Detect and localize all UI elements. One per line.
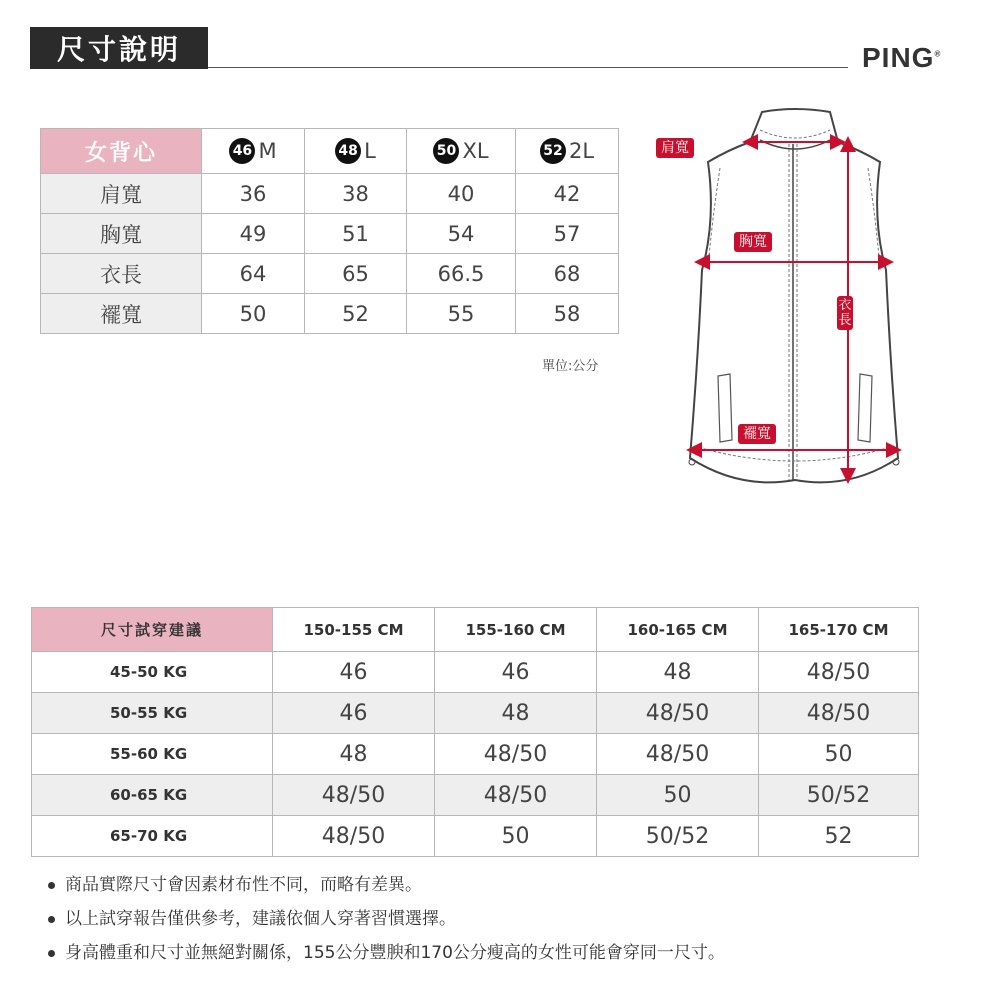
- fit-row: [32, 693, 919, 734]
- spec-cell: 38: [305, 174, 407, 214]
- bullet-icon: [48, 950, 55, 957]
- weight-label: 45-50 KG: [32, 652, 273, 693]
- fit-cell: 46: [435, 652, 597, 693]
- spec-cell: 50: [202, 294, 305, 334]
- fit-row: [32, 816, 919, 857]
- spec-cell: 55: [407, 294, 516, 334]
- height-header: 150-155 CM: [273, 608, 435, 652]
- spec-row-chest: [41, 214, 619, 254]
- spec-row-shoulder: [41, 174, 619, 214]
- spec-cell: 64: [202, 254, 305, 294]
- fit-cell: 48/50: [759, 693, 919, 734]
- height-header: 160-165 CM: [597, 608, 759, 652]
- vest-illustration: [650, 100, 950, 500]
- fit-cell: 50: [597, 775, 759, 816]
- spec-cell: 57: [516, 214, 619, 254]
- fit-cell: 48/50: [759, 652, 919, 693]
- fit-cell: 50: [435, 816, 597, 857]
- size-header-xl: 50 XL: [407, 129, 516, 174]
- spec-cell: 65: [305, 254, 407, 294]
- size-spec-table: [40, 128, 619, 334]
- fit-cell: 48/50: [435, 734, 597, 775]
- fit-header-row: [32, 608, 919, 652]
- unit-note: 單位:公分: [542, 359, 599, 374]
- fit-cell: 48: [597, 652, 759, 693]
- note-item: 商品實際尺寸會因素材布性不同，而略有差異。: [48, 868, 725, 902]
- height-header: 165-170 CM: [759, 608, 919, 652]
- header-divider: [208, 67, 848, 68]
- shoulder-width-tag: 肩寬: [656, 138, 694, 158]
- spec-row-hem: [41, 294, 619, 334]
- spec-cell: 52: [305, 294, 407, 334]
- fit-cell: 52: [759, 816, 919, 857]
- bullet-icon: [48, 882, 55, 889]
- weight-label: 65-70 KG: [32, 816, 273, 857]
- weight-label: 55-60 KG: [32, 734, 273, 775]
- fit-cell: 46: [273, 652, 435, 693]
- spec-cell: 54: [407, 214, 516, 254]
- brand-logo: PING®: [862, 42, 942, 73]
- vest-diagram: [650, 100, 950, 500]
- spec-header-row: [41, 129, 619, 174]
- note-item: 身高體重和尺寸並無絕對關係，155公分豐腴和170公分瘦高的女性可能會穿同一尺寸。: [48, 936, 725, 970]
- size-header-2l: 52 2L: [516, 129, 619, 174]
- fit-cell: 48: [273, 734, 435, 775]
- fit-cell: 48/50: [597, 734, 759, 775]
- spec-cell: 68: [516, 254, 619, 294]
- size-header-l: 48 L: [305, 129, 407, 174]
- row-label: 襬寬: [41, 294, 202, 334]
- fit-cell: 48/50: [273, 816, 435, 857]
- row-label: 胸寬: [41, 214, 202, 254]
- weight-label: 60-65 KG: [32, 775, 273, 816]
- spec-cell: 49: [202, 214, 305, 254]
- hem-width-tag: 襬寬: [738, 424, 776, 444]
- bullet-icon: [48, 916, 55, 923]
- fit-cell: 48/50: [273, 775, 435, 816]
- size-header-m: 46 M: [202, 129, 305, 174]
- fit-row: [32, 775, 919, 816]
- weight-label: 50-55 KG: [32, 693, 273, 734]
- fit-cell: 48: [435, 693, 597, 734]
- fit-table-title: 尺寸試穿建議: [32, 608, 273, 652]
- fit-cell: 46: [273, 693, 435, 734]
- spec-cell: 42: [516, 174, 619, 214]
- row-label: 衣長: [41, 254, 202, 294]
- chest-width-tag: 胸寬: [734, 232, 772, 252]
- note-item: 以上試穿報告僅供參考，建議依個人穿著習慣選擇。: [48, 902, 725, 936]
- page-title: 尺寸說明: [30, 27, 208, 69]
- body-length-tag: 衣長: [838, 298, 852, 328]
- spec-cell: 58: [516, 294, 619, 334]
- fit-row: [32, 734, 919, 775]
- fit-cell: 50/52: [597, 816, 759, 857]
- spec-cell: 36: [202, 174, 305, 214]
- height-header: 155-160 CM: [435, 608, 597, 652]
- fit-row: [32, 652, 919, 693]
- fit-cell: 48/50: [597, 693, 759, 734]
- spec-table-title: 女背心: [41, 129, 202, 174]
- fit-cell: 48/50: [435, 775, 597, 816]
- spec-cell: 66.5: [407, 254, 516, 294]
- notes-list: [48, 868, 725, 970]
- spec-cell: 40: [407, 174, 516, 214]
- spec-cell: 51: [305, 214, 407, 254]
- spec-row-length: [41, 254, 619, 294]
- size-fit-table: [31, 607, 919, 857]
- fit-cell: 50: [759, 734, 919, 775]
- fit-cell: 50/52: [759, 775, 919, 816]
- row-label: 肩寬: [41, 174, 202, 214]
